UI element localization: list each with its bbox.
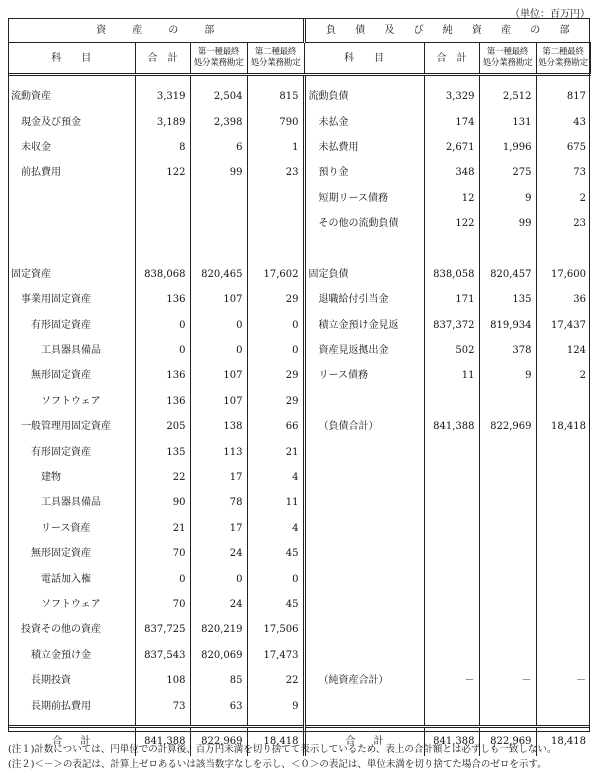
asset-total [135, 211, 190, 236]
liability-col2 [536, 439, 590, 464]
asset-col1: 107 [190, 363, 247, 388]
asset-total: 3,319 [135, 84, 190, 109]
asset-item-name: 固定資産 [8, 262, 135, 287]
liability-col2 [536, 465, 590, 490]
asset-item-name: 電話加入権 [8, 566, 135, 591]
footnote-1: (注１)計数については、円単位での計算後、百万円未満を切り捨てて表示しているため、表上の合計額とは必ずしも一致しない。 [8, 744, 557, 755]
liability-col1: 275 [479, 160, 536, 185]
table-row [8, 236, 590, 261]
liability-item-name: 未払金 [304, 109, 424, 134]
asset-total: 0 [135, 338, 190, 363]
asset-col2 [247, 211, 304, 236]
asset-col2: 815 [247, 84, 304, 109]
liability-col1: － [479, 668, 536, 693]
liability-total: 122 [424, 211, 479, 236]
liability-item-name: 退職給付引当金 [304, 287, 424, 312]
header-col1-right [479, 43, 536, 75]
liability-item-name: 未払費用 [304, 135, 424, 160]
liability-total [424, 566, 479, 591]
asset-total: 3,189 [135, 109, 190, 134]
liability-total: 171 [424, 287, 479, 312]
unit-label: （単位：百万円） [510, 9, 590, 20]
liability-item-name [304, 236, 424, 261]
asset-col1: 107 [190, 287, 247, 312]
liability-total [424, 465, 479, 490]
asset-total: 73 [135, 693, 190, 718]
asset-col1: 2,398 [190, 109, 247, 134]
asset-col1 [190, 186, 247, 211]
asset-total: 0 [135, 566, 190, 591]
liability-col1: 819,934 [479, 313, 536, 338]
liability-item-name [304, 439, 424, 464]
asset-item-name: 無形固定資産 [8, 541, 135, 566]
asset-col1: 0 [190, 566, 247, 591]
asset-item-name: 有形固定資産 [8, 439, 135, 464]
table-row [8, 668, 590, 693]
header-col1-right-line1: 第一種最終 [486, 47, 529, 57]
liability-col2: 2 [579, 370, 586, 382]
asset-total [135, 236, 190, 261]
liability-col2 [536, 541, 590, 566]
header-col2-left-line2: 処分業務勘定 [250, 58, 301, 68]
total-assets-col2: 18,418 [247, 726, 304, 756]
asset-total: 838,068 [135, 262, 190, 287]
liability-col2 [536, 592, 590, 617]
liability-item-name [304, 389, 424, 414]
liability-col2: 17,600 [551, 268, 586, 280]
footnotes [8, 742, 600, 772]
liability-col1: 9 [479, 186, 536, 211]
table-row [8, 135, 590, 160]
table-row [8, 109, 590, 134]
liability-total: 2,671 [424, 135, 479, 160]
table-row [8, 643, 590, 668]
total-label-right: 合計 [304, 726, 424, 756]
header-col2-left [247, 43, 304, 75]
asset-col2: 66 [247, 414, 304, 439]
table-row [8, 592, 590, 617]
header-col1-left [190, 43, 247, 75]
asset-total: 0 [135, 313, 190, 338]
asset-item-name: 有形固定資産 [8, 313, 135, 338]
asset-total: 21 [135, 516, 190, 541]
liability-total [424, 516, 479, 541]
liability-col2: 73 [573, 167, 586, 179]
liability-col1: 1,996 [479, 135, 536, 160]
total-liab-col1: 822,969 [479, 726, 536, 756]
asset-col1: 6 [190, 135, 247, 160]
liability-item-name: 資産見返拠出金 [304, 338, 424, 363]
header-item-right: 科 目 [304, 43, 424, 75]
asset-col2: 11 [247, 490, 304, 515]
liability-item-name: （負債合計） [304, 414, 424, 439]
table-row [8, 465, 590, 490]
asset-col2: 4 [247, 516, 304, 541]
header-col1-left-line1: 第一種最終 [197, 47, 240, 57]
asset-col2: 17,473 [247, 643, 304, 668]
asset-col2: 29 [247, 389, 304, 414]
asset-total: 108 [135, 668, 190, 693]
liability-col1: 9 [479, 363, 536, 388]
assets-section-title [8, 18, 304, 43]
header-col2-right [536, 43, 590, 75]
liability-total [424, 617, 479, 642]
header-col2-right-line1: 第二種最終 [542, 47, 584, 57]
liability-total [424, 439, 479, 464]
header-col2-right-line2: 処分業務勘定 [538, 58, 588, 68]
table-row [8, 490, 590, 515]
asset-col1: 17 [190, 516, 247, 541]
liability-col1: 378 [479, 338, 536, 363]
asset-item-name: 一般管理用固定資産 [8, 414, 135, 439]
asset-item-name: 現金及び預金 [8, 109, 135, 134]
asset-item-name: 前払費用 [8, 160, 135, 185]
liability-col2: 124 [566, 345, 586, 357]
liability-col2: 36 [573, 294, 586, 306]
total-label-left: 合計 [8, 726, 135, 756]
liability-item-name: （純資産合計） [304, 668, 424, 693]
asset-col1: 85 [190, 668, 247, 693]
header-total-right: 合 計 [424, 43, 479, 75]
header-col1-right-line2: 処分業務勘定 [482, 58, 533, 68]
table-row [8, 566, 590, 591]
liability-col2: 23 [573, 218, 586, 230]
liability-col2: 18,418 [551, 421, 586, 433]
total-liab-total: 841,388 [424, 726, 479, 756]
asset-col2 [247, 186, 304, 211]
asset-total [135, 186, 190, 211]
liability-item-name [304, 490, 424, 515]
liability-total [424, 592, 479, 617]
asset-col1: 820,069 [190, 643, 247, 668]
liability-col2: 817 [566, 91, 586, 103]
table-row [8, 439, 590, 464]
asset-col2: 22 [247, 668, 304, 693]
asset-total: 22 [135, 465, 190, 490]
liability-col2 [536, 490, 590, 515]
asset-col2: 17,602 [247, 262, 304, 287]
liability-col1: 131 [479, 109, 536, 134]
table-row [8, 363, 590, 388]
asset-total: 136 [135, 287, 190, 312]
asset-col1: 17 [190, 465, 247, 490]
asset-total: 136 [135, 363, 190, 388]
asset-col1: 820,219 [190, 617, 247, 642]
asset-col1: 107 [190, 389, 247, 414]
asset-total: 837,725 [135, 617, 190, 642]
liability-total: 174 [424, 109, 479, 134]
asset-col2: 0 [247, 338, 304, 363]
liability-item-name [304, 592, 424, 617]
liability-col1 [479, 439, 536, 464]
asset-col2: 23 [247, 160, 304, 185]
total-liab-col2: 18,418 [536, 726, 590, 756]
asset-item-name [8, 236, 135, 261]
asset-col1: 2,504 [190, 84, 247, 109]
asset-total: 70 [135, 592, 190, 617]
table-row [8, 160, 590, 185]
liability-item-name: 積立金預け金見返 [304, 313, 424, 338]
asset-total: 70 [135, 541, 190, 566]
asset-item-name [8, 186, 135, 211]
table-row [8, 516, 590, 541]
asset-item-name: 無形固定資産 [8, 363, 135, 388]
liability-item-name: 流動負債 [304, 84, 424, 109]
liability-col1: 822,969 [479, 414, 536, 439]
asset-total: 135 [135, 439, 190, 464]
table-row [8, 617, 590, 642]
liability-item-name [304, 516, 424, 541]
liability-total: 837,372 [424, 313, 479, 338]
liability-col2 [536, 693, 590, 718]
liability-total: 11 [424, 363, 479, 388]
liability-total: 502 [424, 338, 479, 363]
liability-item-name: 固定負債 [304, 262, 424, 287]
table-row [8, 186, 590, 211]
liability-total [424, 490, 479, 515]
asset-col2: 4 [247, 465, 304, 490]
liability-col2: － [576, 675, 586, 687]
liability-item-name: 預り金 [304, 160, 424, 185]
asset-item-name: ソフトウェア [8, 389, 135, 414]
liability-col1 [479, 643, 536, 668]
asset-item-name: 建物 [8, 465, 135, 490]
liability-item-name [304, 566, 424, 591]
asset-col1: 138 [190, 414, 247, 439]
liability-col2: 2 [579, 192, 586, 204]
liability-total: 3,329 [424, 84, 479, 109]
asset-col2: 0 [247, 313, 304, 338]
asset-col1: 78 [190, 490, 247, 515]
table-row [8, 287, 590, 312]
liability-col2: 43 [573, 116, 586, 128]
asset-col2: 21 [247, 439, 304, 464]
table-row [8, 414, 590, 439]
liability-total: 841,388 [424, 414, 479, 439]
asset-item-name: 未収金 [8, 135, 135, 160]
asset-item-name: 工具器具備品 [8, 338, 135, 363]
liability-col2 [536, 516, 590, 541]
liability-total [424, 236, 479, 261]
assets-title-text: 資 産 の 部 [96, 24, 223, 36]
liability-item-name: 短期リース債務 [304, 186, 424, 211]
asset-col1: 0 [190, 313, 247, 338]
liability-col1 [479, 566, 536, 591]
liability-col2 [536, 643, 590, 668]
asset-col1: 0 [190, 338, 247, 363]
asset-item-name: 投資その他の資産 [8, 617, 135, 642]
liability-total: 12 [424, 186, 479, 211]
liability-col1: 99 [479, 211, 536, 236]
asset-total: 136 [135, 389, 190, 414]
liability-total: 348 [424, 160, 479, 185]
asset-col1: 24 [190, 592, 247, 617]
table-row [8, 338, 590, 363]
asset-total: 90 [135, 490, 190, 515]
liability-total [424, 643, 479, 668]
liability-item-name [304, 617, 424, 642]
liabilities-title-text: 負 債 及 び 純 資 産 の 部 [326, 24, 578, 36]
liability-col2 [536, 617, 590, 642]
balance-sheet-table [8, 18, 591, 756]
asset-col1: 63 [190, 693, 247, 718]
liability-col2: 675 [566, 141, 586, 153]
table-row [8, 262, 590, 287]
liability-col1: 2,512 [479, 84, 536, 109]
asset-total: 205 [135, 414, 190, 439]
table-row [8, 211, 590, 236]
table-row [8, 84, 590, 109]
table-row [8, 541, 590, 566]
asset-total: 122 [135, 160, 190, 185]
asset-col2: 790 [247, 109, 304, 134]
asset-col2: 9 [247, 693, 304, 718]
liability-col1 [479, 389, 536, 414]
asset-col2 [247, 236, 304, 261]
asset-item-name: リース資産 [8, 516, 135, 541]
asset-item-name: 長期投資 [8, 668, 135, 693]
asset-col2: 29 [247, 287, 304, 312]
asset-item-name: 積立金預け金 [8, 643, 135, 668]
liability-item-name [304, 693, 424, 718]
liability-col1: 135 [479, 287, 536, 312]
liability-col1 [479, 693, 536, 718]
asset-item-name: 事業用固定資産 [8, 287, 135, 312]
liability-col2 [536, 566, 590, 591]
liability-total [424, 541, 479, 566]
table-row [8, 389, 590, 414]
asset-item-name: 流動資産 [8, 84, 135, 109]
asset-col2: 17,506 [247, 617, 304, 642]
liability-item-name [304, 541, 424, 566]
asset-col1 [190, 211, 247, 236]
asset-item-name: 工具器具備品 [8, 490, 135, 515]
liability-item-name [304, 465, 424, 490]
liability-col1: 820,457 [479, 262, 536, 287]
header-col1-left-line2: 処分業務勘定 [193, 58, 244, 68]
liability-col1 [479, 490, 536, 515]
asset-col2: 45 [247, 541, 304, 566]
asset-col1: 820,465 [190, 262, 247, 287]
liabilities-section-title [304, 18, 590, 43]
asset-total: 8 [135, 135, 190, 160]
liability-col1 [479, 465, 536, 490]
liability-total [424, 389, 479, 414]
asset-item-name: 長期前払費用 [8, 693, 135, 718]
asset-col1: 113 [190, 439, 247, 464]
asset-col1 [190, 236, 247, 261]
liability-total: 838,058 [424, 262, 479, 287]
liability-item-name: リース債務 [304, 363, 424, 388]
asset-col2: 29 [247, 363, 304, 388]
asset-col2: 0 [247, 566, 304, 591]
liability-col2: 17,437 [551, 319, 586, 331]
asset-item-name: ソフトウェア [8, 592, 135, 617]
total-assets-total: 841,388 [135, 726, 190, 756]
liability-col1 [479, 541, 536, 566]
asset-col2: 45 [247, 592, 304, 617]
liability-col1 [479, 617, 536, 642]
header-total-left: 合 計 [135, 43, 190, 75]
asset-col2: 1 [247, 135, 304, 160]
total-assets-col1: 822,969 [190, 726, 247, 756]
asset-col1: 99 [190, 160, 247, 185]
table-row [8, 313, 590, 338]
asset-total: 837,543 [135, 643, 190, 668]
liability-col2 [536, 236, 590, 261]
liability-item-name: その他の流動負債 [304, 211, 424, 236]
asset-item-name [8, 211, 135, 236]
liability-col1 [479, 236, 536, 261]
header-col2-left-line1: 第二種最終 [254, 47, 297, 57]
liability-total: － [424, 668, 479, 693]
liability-col1 [479, 592, 536, 617]
asset-col1: 24 [190, 541, 247, 566]
liability-item-name [304, 643, 424, 668]
liability-total [424, 693, 479, 718]
footnote-2: (注２)＜－＞の表記は、計算上ゼロあるいは該当数字なしを示し、＜０＞の表記は、単位未満を切り捨てた場合のゼロを示す。 [8, 759, 547, 770]
table-row [8, 693, 590, 718]
liability-col2 [536, 389, 590, 414]
liability-col1 [479, 516, 536, 541]
header-item-left: 科 目 [8, 43, 135, 75]
